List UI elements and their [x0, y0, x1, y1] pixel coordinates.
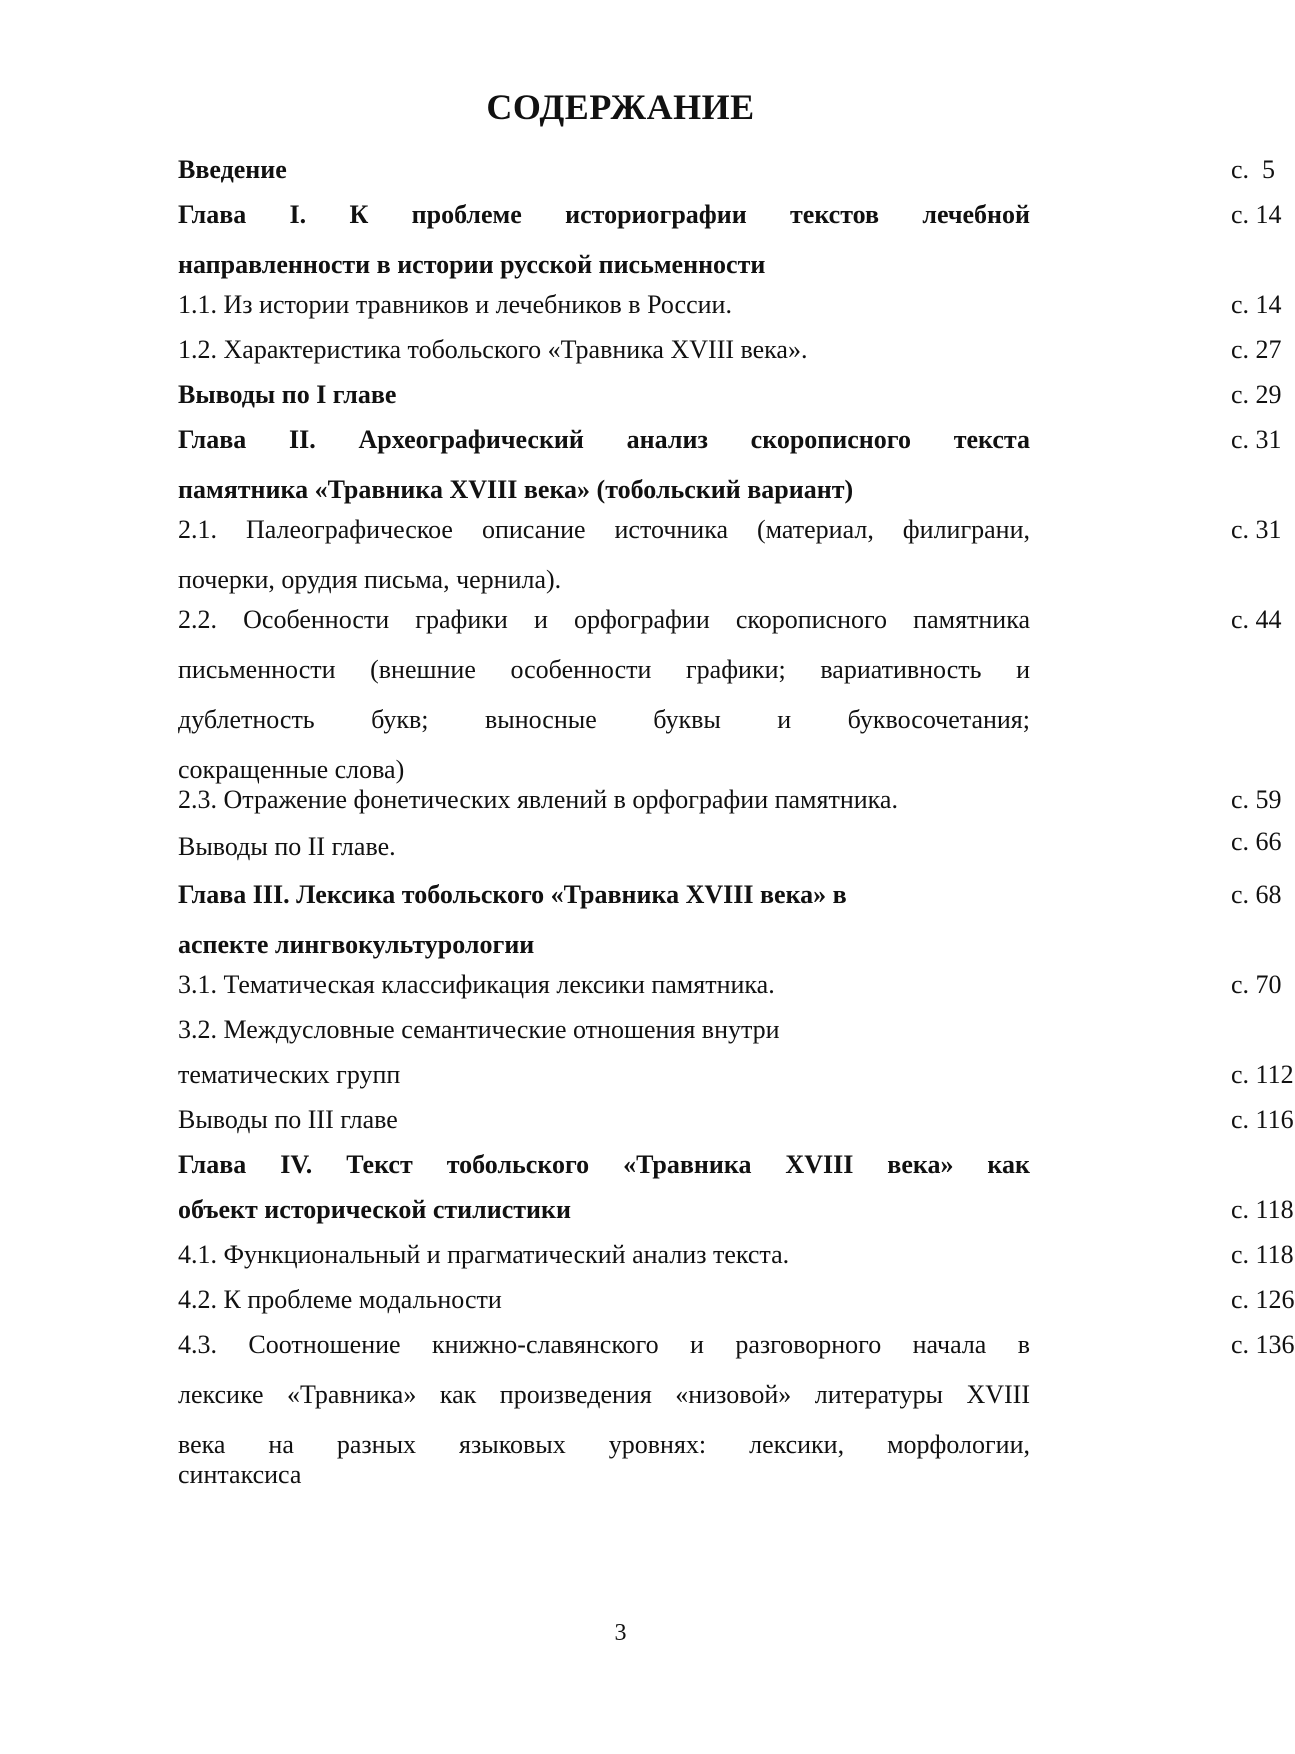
toc-entry-text: аспекте лингвокультурологии	[178, 930, 535, 959]
toc-entry-text: 1.1. Из истории травников и лечебников в России.	[178, 290, 732, 319]
toc-page-ref: с. 112	[1231, 1060, 1294, 1089]
page-title: СОДЕРЖАНИЕ	[486, 87, 755, 127]
toc-entry-text: сокращенные слова)	[178, 755, 405, 784]
toc-entry-text: синтаксиса	[178, 1460, 302, 1489]
toc-entry-text: письменности (внешние особенности графики; вариативность и	[178, 655, 1030, 684]
toc-entry-text: тематических групп	[178, 1060, 401, 1089]
toc-entry-text: 1.2. Характеристика тобольского «Травника XVIII века».	[178, 335, 808, 364]
toc-entry-text: 2.2. Особенности графики и орфографии скорописного памятника	[178, 605, 1030, 634]
toc-entry-text: направленности в истории русской письменности	[178, 250, 766, 279]
toc-page-ref: с. 118	[1231, 1240, 1294, 1269]
toc-page-ref: с. 29	[1231, 380, 1282, 409]
toc-entry-text: 4.1. Функциональный и прагматический анализ текста.	[178, 1240, 790, 1269]
toc-entry-text: века на разных языковых уровнях: лексики, морфологии,	[178, 1430, 1030, 1459]
toc-entry-text: Глава III. Лексика тобольского «Травника XVIII века» в	[178, 880, 847, 909]
toc-entry-text: почерки, орудия письма, чернила).	[178, 565, 562, 594]
toc-page-ref: с. 118	[1231, 1195, 1294, 1224]
toc-entry-text: 4.2. К проблеме модальности	[178, 1285, 502, 1314]
toc-entry-text: памятника «Травника XVIII века» (тобольский вариант)	[178, 475, 854, 504]
toc-entry-text: 3.2. Междусловные семантические отношения внутри	[178, 1015, 780, 1044]
toc-entry-text: Глава II. Археографический анализ скорописного текста	[178, 425, 1030, 454]
toc-page-ref: с. 27	[1231, 335, 1282, 364]
toc-page-ref: с. 70	[1231, 970, 1282, 999]
toc-entry-text: Глава I. К проблеме историографии текстов лечебной	[178, 200, 1030, 229]
toc-page-ref: с. 5	[1231, 155, 1276, 184]
toc-entry-text: лексике «Травника» как произведения «низовой» литературы XVIII	[178, 1380, 1030, 1409]
toc-entry-text: 4.3. Соотношение книжно-славянского и разговорного начала в	[178, 1330, 1030, 1359]
toc-page-ref: с. 68	[1231, 880, 1282, 909]
toc-page-ref: с. 59	[1231, 785, 1282, 814]
toc-page-ref: с. 136	[1231, 1330, 1295, 1359]
toc-page-ref: с. 31	[1231, 425, 1282, 454]
toc-page-ref: с. 116	[1231, 1105, 1294, 1134]
toc-page-ref: с. 66	[1231, 827, 1282, 856]
page-number: 3	[614, 1620, 627, 1646]
toc-page-ref: с. 14	[1231, 200, 1282, 229]
toc-entry-text: Введение	[178, 155, 287, 184]
toc-entry-text: Выводы по I главе	[178, 380, 397, 409]
toc-entry-text: 2.1. Палеографическое описание источника (материал, филиграни,	[178, 515, 1030, 544]
toc-page-ref: с. 126	[1231, 1285, 1295, 1314]
toc-entry-text: Глава IV. Текст тобольского «Травника XVIII века» как	[178, 1150, 1030, 1179]
toc-entry-text: объект исторической стилистики	[178, 1195, 571, 1224]
toc-entry-text: 2.3. Отражение фонетических явлений в орфографии памятника.	[178, 785, 898, 814]
toc-page-ref: с. 44	[1231, 605, 1282, 634]
toc-entry-text: Выводы по III главе	[178, 1105, 398, 1134]
toc-entry-text: дублетность букв; выносные буквы и буквосочетания;	[178, 705, 1030, 734]
toc-page-ref: с. 31	[1231, 515, 1282, 544]
toc-entry-text: Выводы по II главе.	[178, 832, 396, 861]
toc-entry-text: 3.1. Тематическая классификация лексики памятника.	[178, 970, 775, 999]
toc-page-ref: с. 14	[1231, 290, 1282, 319]
